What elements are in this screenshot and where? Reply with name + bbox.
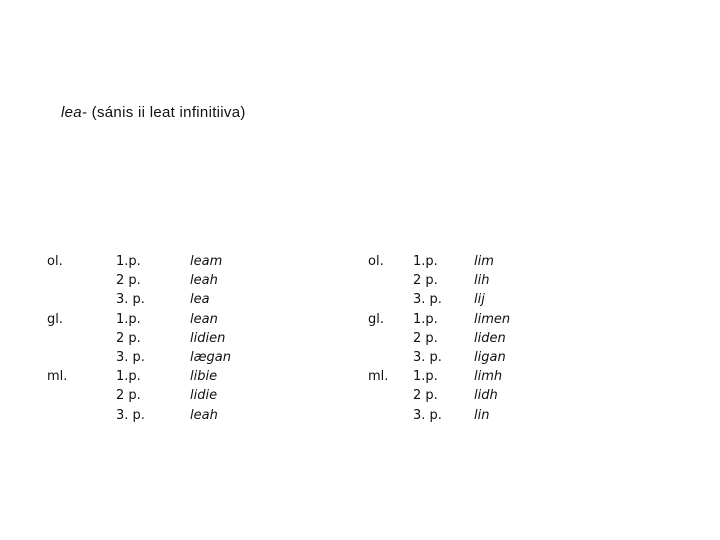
- verb-form: limen: [474, 311, 511, 327]
- person-label: 2 p.: [413, 330, 438, 346]
- person-label: 1.p.: [413, 369, 438, 385]
- number-label: [47, 386, 67, 405]
- number-label: [368, 271, 388, 290]
- number-label: ml.: [47, 369, 68, 385]
- verb-form: lin: [474, 407, 490, 423]
- number-label: [47, 348, 67, 367]
- number-label: [368, 329, 388, 348]
- person-label: 1.p.: [413, 311, 438, 327]
- number-label: [47, 290, 67, 309]
- number-label: [368, 290, 388, 309]
- person-label: 1.p.: [116, 369, 141, 385]
- verb-form: leam: [190, 254, 223, 269]
- number-label: [47, 406, 67, 425]
- person-label: 3. p.: [116, 407, 145, 423]
- right-number-labels: [368, 252, 388, 425]
- person-label: 3. p.: [413, 407, 442, 423]
- person-label: 1.p.: [413, 254, 438, 269]
- right-persons: [413, 252, 442, 425]
- verb-form: lean: [190, 311, 218, 327]
- verb-form: lij: [474, 292, 485, 308]
- person-label: 3. p.: [413, 349, 442, 365]
- verb-form: lidie: [190, 388, 218, 404]
- number-label: ol.: [368, 254, 384, 269]
- verb-form: limh: [474, 369, 503, 385]
- person-label: 2 p.: [116, 330, 141, 346]
- verb-form: ligan: [474, 349, 506, 365]
- verb-stem: lea-: [61, 104, 88, 121]
- number-label: gl.: [47, 311, 63, 327]
- verb-form: lea: [190, 292, 210, 308]
- person-label: 3. p.: [116, 349, 145, 365]
- left-number-labels: [47, 252, 67, 425]
- verb-form: lægan: [190, 349, 232, 365]
- number-label: [368, 348, 388, 367]
- number-label: ml.: [368, 369, 389, 385]
- verb-form: liden: [474, 330, 506, 346]
- person-label: 2 p.: [116, 388, 141, 404]
- left-persons: [116, 252, 145, 425]
- person-label: 3. p.: [413, 292, 442, 308]
- person-label: 2 p.: [413, 388, 438, 404]
- verb-form: leah: [190, 407, 218, 423]
- person-label: 1.p.: [116, 311, 141, 327]
- verb-form: lih: [474, 273, 490, 289]
- number-label: [368, 406, 388, 425]
- verb-form: lidh: [474, 388, 498, 404]
- number-label: ol.: [47, 254, 63, 269]
- person-label: 3. p.: [116, 292, 145, 308]
- number-label: [368, 386, 388, 405]
- verb-form: lim: [474, 254, 494, 269]
- verb-form: libie: [190, 369, 218, 385]
- person-label: 1.p.: [116, 254, 141, 269]
- person-label: 2 p.: [413, 273, 438, 289]
- number-label: [47, 271, 67, 290]
- number-label: gl.: [368, 311, 384, 327]
- right-forms: [474, 252, 510, 425]
- title-note: (sánis ii leat infinitiiva): [87, 104, 246, 121]
- person-label: 2 p.: [116, 273, 141, 289]
- number-label: [47, 329, 67, 348]
- page-title: [61, 104, 246, 121]
- verb-form: lidien: [190, 330, 226, 346]
- left-forms: [190, 252, 231, 425]
- verb-form: leah: [190, 273, 218, 289]
